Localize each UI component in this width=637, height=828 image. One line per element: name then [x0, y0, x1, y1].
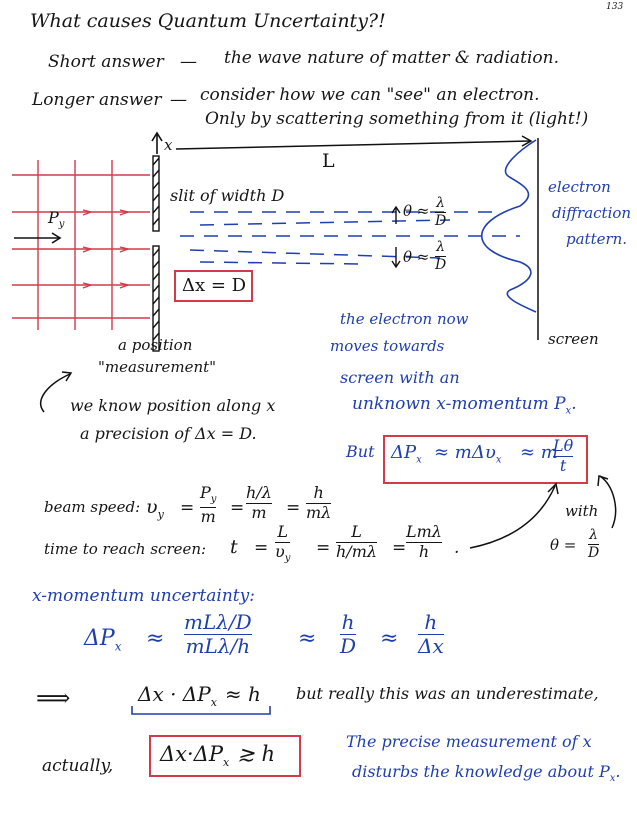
- distance-arrow: [176, 136, 531, 149]
- x-momentum-approx1: ≈: [146, 626, 165, 651]
- curved-arrow-left: [41, 372, 71, 412]
- time-eq1: =: [254, 538, 269, 558]
- x-momentum-heading: x-momentum uncertainty:: [32, 586, 255, 606]
- time-frac1: L $\upsilon_y$: [275, 522, 291, 564]
- angle-top-frac: λ D: [435, 195, 447, 229]
- disturbs-1: The precise measurement of x: [346, 732, 592, 751]
- slit-label: slit of width D: [170, 186, 285, 205]
- with-label: with: [565, 502, 599, 520]
- underestimate-eq: $\Delta x \cdot \Delta P_x \approx h$: [138, 682, 261, 709]
- intensity-curve: [482, 140, 536, 312]
- x-momentum-frac1: mLλ/D mLλ/h: [184, 610, 252, 658]
- short-answer-text: the wave nature of matter & radiation.: [224, 48, 560, 68]
- but-eq-frac: Lθ t: [553, 436, 574, 475]
- time-eq3: =: [392, 538, 407, 558]
- but-eq-mid: ≈ mΔυ$_x$: [434, 442, 502, 466]
- x-momentum-approx3: ≈: [380, 626, 399, 651]
- actually-label: actually,: [42, 756, 114, 776]
- short-answer-dash: —: [180, 52, 197, 72]
- beam-speed-v: $\upsilon_y$: [146, 496, 164, 521]
- pattern-label-1: electron: [548, 178, 611, 196]
- longer-answer-line1: consider how we can "see" an electron.: [200, 85, 540, 105]
- page-number: 133: [606, 2, 624, 12]
- electron-moves-2: moves towards: [330, 337, 445, 355]
- slit-wall: [153, 156, 159, 351]
- short-answer-label: Short answer: [48, 52, 164, 72]
- time-end: .: [454, 538, 460, 558]
- delta-x-eq: Δx = D: [182, 275, 247, 296]
- time-eq2: =: [316, 538, 331, 558]
- electron-moves-3: screen with an: [340, 368, 460, 387]
- time-t: t: [230, 536, 238, 558]
- angle-arrows: [392, 207, 400, 267]
- distance-label: L: [322, 150, 335, 172]
- beam-speed-eq1: =: [180, 498, 195, 518]
- but-word: But: [346, 442, 375, 461]
- beam-speed-eq3: =: [286, 498, 301, 518]
- beam-speed-label: beam speed:: [44, 498, 141, 516]
- pattern-label-2: diffraction: [552, 204, 632, 222]
- x-momentum-approx2: ≈: [298, 626, 317, 651]
- with-theta: θ =: [550, 536, 577, 554]
- angle-top-lhs: θ ≈: [403, 202, 430, 220]
- diffraction-rays: [180, 212, 520, 264]
- electron-moves-4: unknown x-momentum $P_x$.: [352, 394, 577, 417]
- arrow-from-with: [598, 476, 616, 528]
- implies-arrow: ⟹: [36, 684, 71, 712]
- we-know-2: a precision of Δx = D.: [80, 424, 257, 443]
- but-eq-approx: ≈ m: [520, 442, 558, 463]
- time-frac3: Lmλ h: [406, 522, 442, 561]
- momentum-label: $P_y$: [48, 208, 65, 231]
- angle-bottom-lhs: θ ≈: [403, 248, 430, 266]
- with-frac: λ D: [588, 527, 600, 561]
- x-momentum-lhs: $\Delta P_x$: [84, 626, 122, 654]
- we-know-1: we know position along x: [70, 396, 276, 415]
- screen-label: screen: [548, 330, 599, 348]
- x-axis-arrow: [152, 133, 162, 154]
- longer-answer-dash: —: [170, 90, 187, 110]
- beam-arrow: [14, 233, 60, 243]
- arrow-to-box: [470, 484, 558, 548]
- but-eq-lhs: $\Delta P_x$: [391, 442, 422, 466]
- underestimate-text: but really this was an underestimate,: [296, 684, 599, 703]
- x-axis-label: x: [164, 136, 173, 154]
- time-label: time to reach screen:: [44, 540, 207, 558]
- beam-speed-frac3: h mλ: [306, 483, 332, 522]
- beam-speed-eq2: =: [230, 498, 245, 518]
- final-eq: $\Delta x\cdot\Delta P_x$ ≳ h: [160, 742, 275, 770]
- longer-answer-line2: Only by scattering something from it (light!): [205, 109, 589, 129]
- disturbs-2: disturbs the knowledge about $P_x$.: [352, 762, 621, 785]
- time-frac2: L h/mλ: [336, 522, 378, 561]
- page-title: What causes Quantum Uncertainty?!: [30, 10, 386, 32]
- x-momentum-frac3: h Δx: [418, 610, 444, 658]
- electron-moves-1: the electron now: [340, 310, 469, 328]
- longer-answer-label: Longer answer: [32, 90, 162, 110]
- wavefront-grid: [12, 160, 150, 330]
- position-label-1: a position: [118, 336, 193, 354]
- pattern-label-3: pattern.: [566, 230, 628, 248]
- position-label-2: "measurement": [98, 358, 217, 376]
- x-momentum-frac2: h D: [340, 610, 357, 658]
- angle-bottom-frac: λ D: [435, 239, 447, 273]
- beam-speed-frac1: $P_y$ m: [200, 483, 217, 526]
- beam-speed-frac2: h/λ m: [246, 483, 272, 522]
